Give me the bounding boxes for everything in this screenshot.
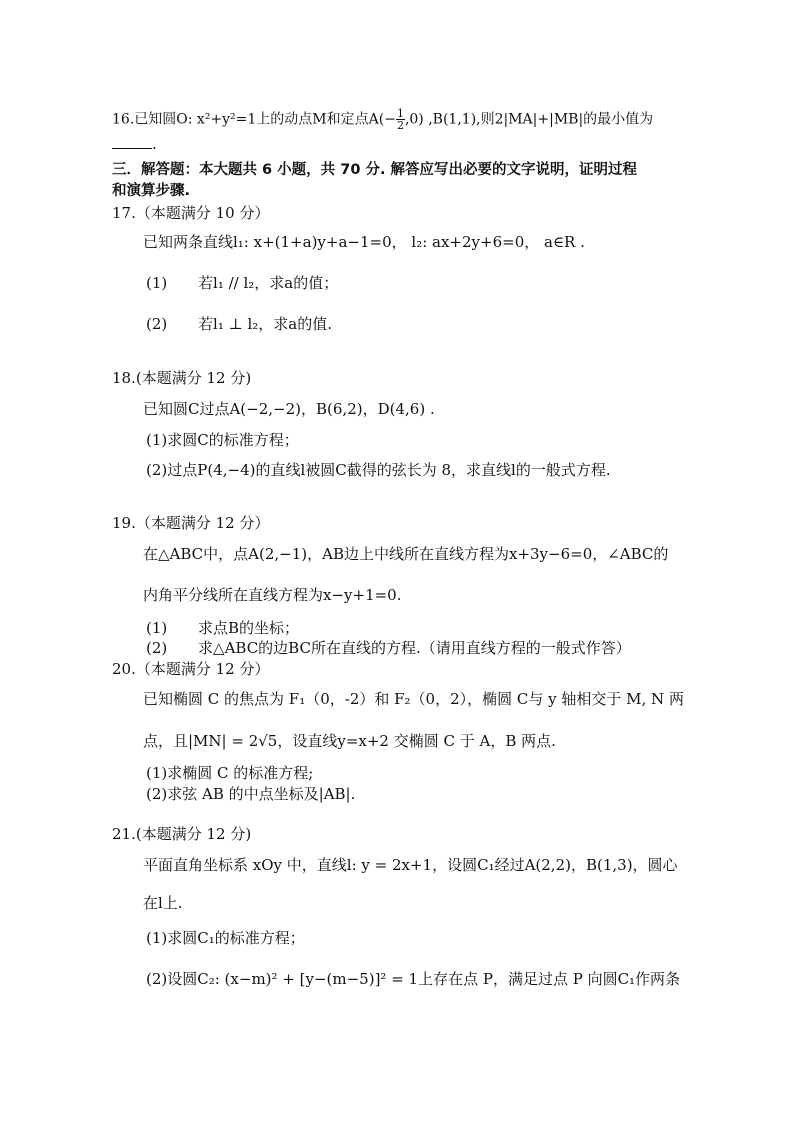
q21-stem-line1: 平面直角坐标系 xOy 中，直线l: y = 2x+1，设圆C₁经过A(2,2)，B(1,3)，圆心 <box>143 856 678 874</box>
q17-part2-number: (2) <box>146 315 168 333</box>
q19-header: 19.（本题满分 12 分） <box>112 514 270 532</box>
q17-part1 <box>146 273 338 293</box>
q16-fraction <box>396 108 405 131</box>
section3-title-line1: 三．解答题：本大题共 6 小题，共 70 分. 解答应写出必要的文字说明，证明过程 <box>112 162 638 178</box>
q16-line <box>112 108 653 131</box>
q21-part1: (1)求圆C₁的标准方程； <box>146 929 305 947</box>
q16-fraction-numerator: 1 <box>396 107 404 120</box>
q20-part2: (2)求弦 AB 的中点坐标及|AB|. <box>146 785 356 803</box>
q21-header: 21.(本题满分 12 分) <box>112 825 252 843</box>
q16-answer-blank <box>112 134 157 154</box>
q21-stem-line2: 在l上. <box>143 894 183 912</box>
q18-part1: (1)求圆C的标准方程； <box>146 431 299 449</box>
q19-stem-line2: 内角平分线所在直线方程为x−y+1=0. <box>143 586 402 604</box>
q17-part2-text: 若l₁ ⊥ l₂，求a的值. <box>198 315 333 333</box>
q17-header: 17.（本题满分 10 分） <box>112 204 270 222</box>
q20-stem-line1: 已知椭圆 C 的焦点为 F₁（0，-2）和 F₂（0，2），椭圆 C与 y 轴相交于 M, N 两 <box>143 690 684 708</box>
q21-part2: (2)设圆C₂: (x−m)² + [y−(m−5)]² = 1上存在点 P，满足过点 P 向圆C₁作两条 <box>146 970 681 988</box>
section3-title-line2: 和演算步骤. <box>112 183 191 199</box>
q16-text-part2: ,0) ,B(1,1),则2|MA|+|MB|的最小值为 <box>404 111 654 128</box>
q18-header: 18.(本题满分 12 分) <box>112 369 252 387</box>
q17-stem: 已知两条直线l₁: x+(1+a)y+a−1=0， l₂: ax+2y+6=0， a∈R . <box>143 233 585 251</box>
q19-stem-line1: 在△ABC中，点A(2,−1)，AB边上中线所在直线方程为x+3y−6=0，∠ABC的 <box>143 545 669 563</box>
q19-part1-text: 求点B的坐标； <box>198 619 300 637</box>
q16-end: . <box>152 135 157 153</box>
q20-stem-line2: 点，且|MN| = 2√5，设直线y=x+2 交椭圆 C 于 A，B 两点. <box>143 732 556 750</box>
q20-part1: (1)求椭圆 C 的标准方程; <box>146 764 314 782</box>
q16-text-part1: 16.已知圆O: x²+y²=1上的动点M和定点A(− <box>112 111 396 128</box>
q16-fraction-denominator: 2 <box>396 119 404 132</box>
q19-part2-text: 求△ABC的边BC所在直线的方程.（请用直线方程的一般式作答） <box>198 639 631 657</box>
q19-part1 <box>146 618 299 638</box>
q18-stem: 已知圆C过点A(−2,−2)，B(6,2)，D(4,6) . <box>143 400 435 418</box>
q19-part2 <box>146 638 631 658</box>
q18-part2: (2)过点P(4,−4)的直线l被圆C截得的弦长为 8，求直线l的一般式方程. <box>146 461 611 479</box>
q17-part2 <box>146 314 332 334</box>
q17-part1-text: 若l₁ // l₂，求a的值； <box>198 274 339 292</box>
answer-blank-line <box>112 136 152 149</box>
q20-header: 20.（本题满分 12 分） <box>112 660 270 678</box>
q19-part2-number: (2) <box>146 639 168 657</box>
q17-part1-number: (1) <box>146 274 168 292</box>
q19-part1-number: (1) <box>146 619 168 637</box>
